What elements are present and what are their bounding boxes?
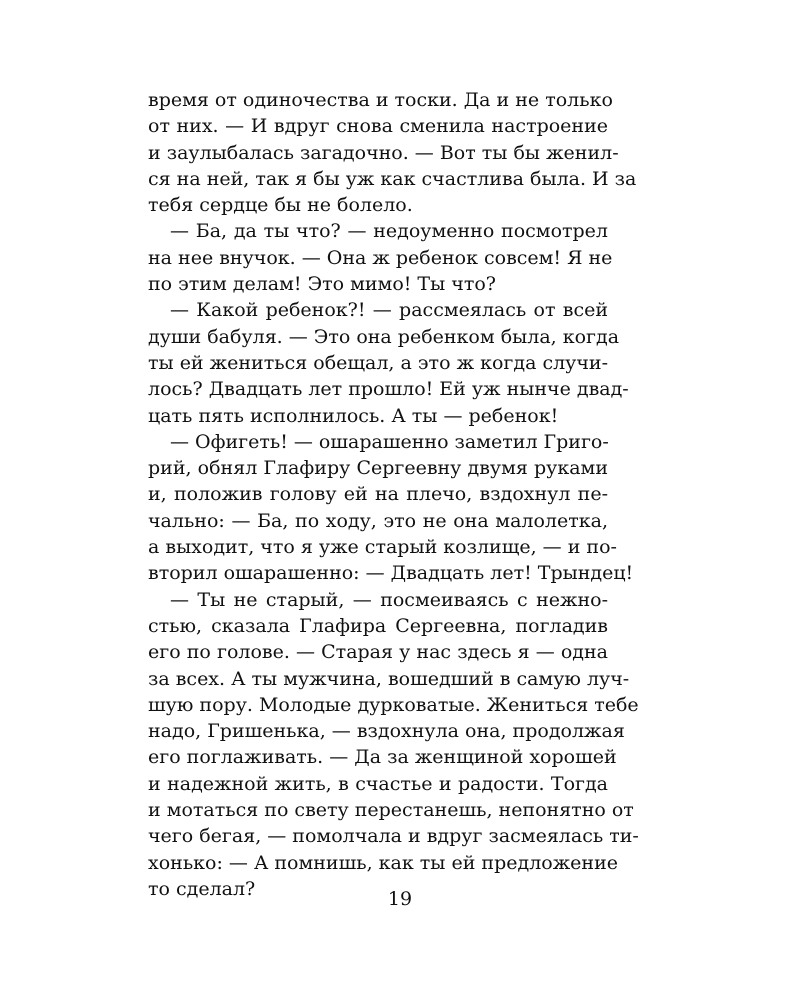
- text-line: хонько: — А помнишь, как ты ей предложение: [148, 851, 618, 874]
- text-line: стью, сказала Глафира Сергеевна, погладив: [148, 614, 608, 637]
- book-page-text: [148, 87, 639, 902]
- text-line: а выходит, что я уже старый козлище, — и по-: [148, 536, 617, 559]
- text-line: — Офигеть! — ошарашенно заметил Григо-: [170, 430, 609, 453]
- text-line: — Какой ребенок?! — рассмеялась от всей: [170, 299, 608, 322]
- text-line: шую пору. Молодые дурковатые. Жениться тебе: [148, 693, 639, 716]
- text-line: и надежной жить, в счастье и радости. Тогда: [148, 772, 608, 795]
- text-line: время от одиночества и тоски. Да и не только: [148, 89, 613, 111]
- text-line: ты ей жениться обещал, а это ж когда случи-: [148, 351, 608, 374]
- text-line: то сделал?: [148, 877, 256, 900]
- text-line: тебя сердце бы не болело.: [148, 194, 413, 217]
- text-line: чально: — Ба, по ходу, это не она малолетка,: [148, 509, 608, 532]
- text-line: лось? Двадцать лет прошло! Ей уж нынче двад-: [148, 378, 629, 401]
- text-line: за всех. А ты мужчина, вошедший в самую луч-: [148, 667, 630, 690]
- text-line: — Ты не старый, — посмеиваясь с нежно-: [170, 588, 608, 611]
- text-line: и, положив голову ей на плечо, вздохнул пе-: [148, 483, 608, 506]
- text-line: его поглаживать. — Да за женщиной хорошей: [148, 746, 617, 769]
- text-line: его по голове. — Старая у нас здесь я — одна: [148, 641, 608, 664]
- text-line: души бабуля. — Это она ребенком была, когда: [148, 325, 620, 348]
- text-line: и заулыбалась загадочно. — Вот ты бы женил-: [148, 141, 619, 164]
- text-line: вторил ошарашенно: — Двадцать лет! Трындец!: [148, 562, 634, 585]
- text-line: и мотаться по свету перестанешь, непонятно от: [148, 799, 634, 822]
- text-line: надо, Гришенька, — вздохнула она, продолжая: [148, 720, 625, 743]
- text-line: — Ба, да ты что? — недоуменно посмотрел: [170, 220, 608, 243]
- text-line: на нее внучок. — Она ж ребенок совсем! Я не: [148, 246, 613, 269]
- text-line: рий, обнял Глафиру Сергеевну двумя руками: [148, 457, 608, 480]
- text-line: цать пять исполнилось. А ты — ребенок!: [148, 404, 559, 427]
- text-line: чего бегая, — помолчала и вдруг засмеялась ти-: [148, 825, 639, 848]
- text-line: по этим делам! Это мимо! Ты что?: [148, 273, 496, 296]
- text-line: от них. — И вдруг снова сменила настроение: [148, 115, 608, 138]
- text-line: ся на ней, так я бы уж как счастлива была. И за: [148, 167, 637, 190]
- page-number: 19: [387, 888, 413, 910]
